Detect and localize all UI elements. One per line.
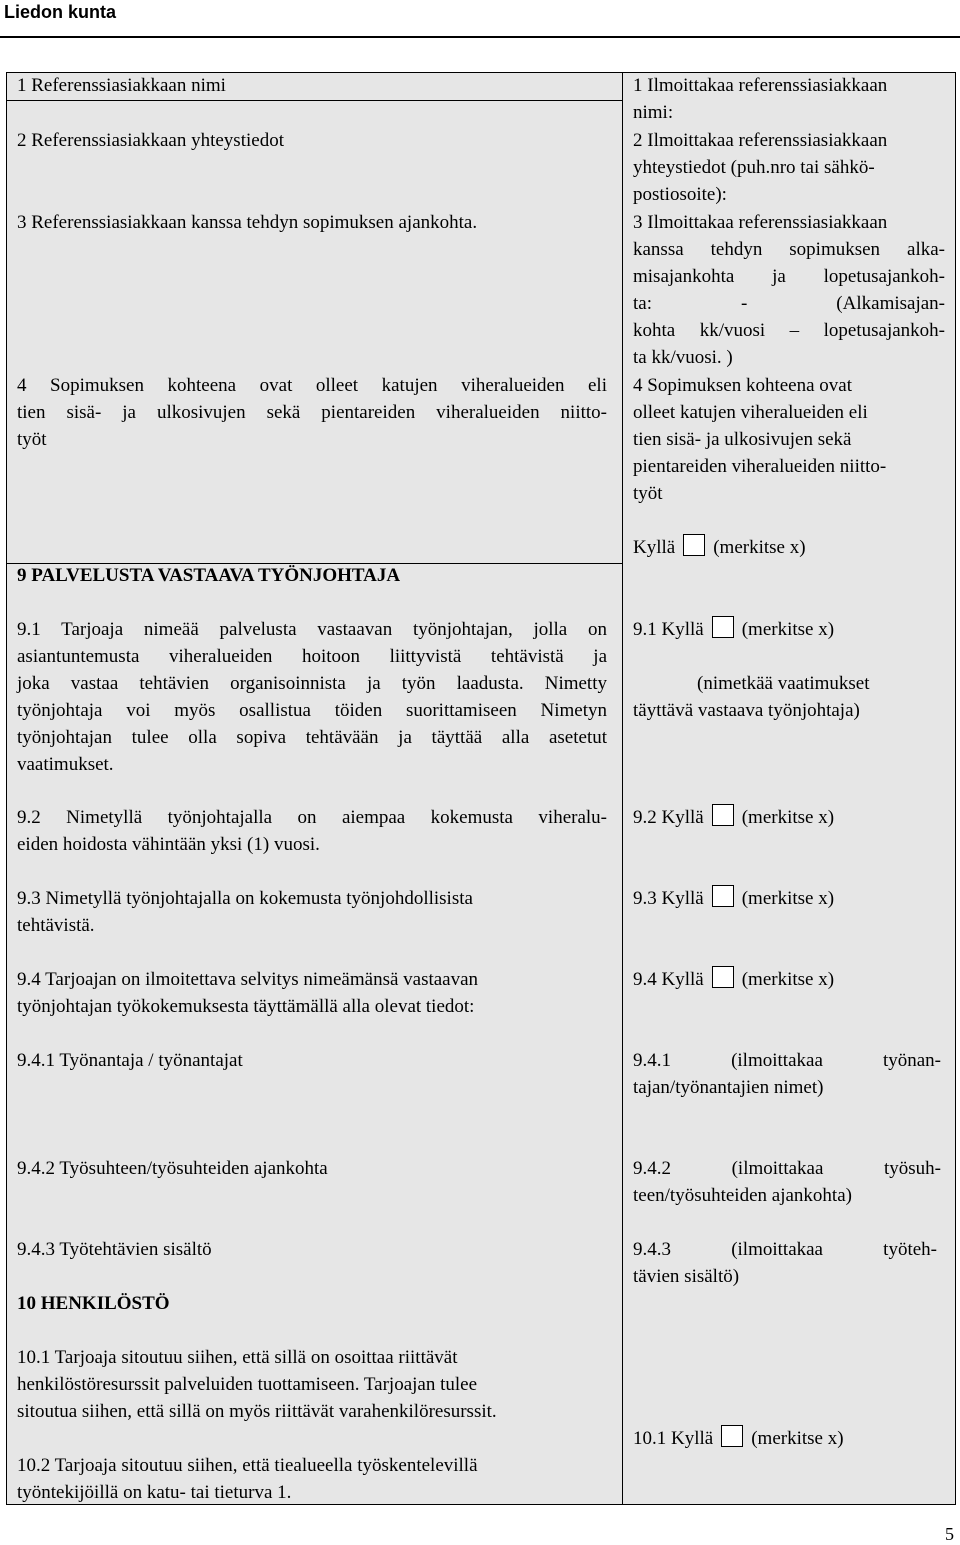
ref-contact-prompt-1: 2 Ilmoittakaa referenssiasiakkaan [633, 130, 888, 151]
ref-name-prompt-1: 1 Ilmoittakaa referenssiasiakkaan [633, 75, 888, 96]
ref-scope-prompt-4: pientareiden viheralueiden niitto- [633, 456, 887, 477]
s91-yes-label: 9.1 Kyllä [633, 619, 704, 640]
s91-line-1: 9.1 Tarjoaja nimeää palvelusta vastaavan työnjohtajan, jolla on [17, 619, 607, 640]
mark-x-hint: (merkitse x) [713, 537, 806, 558]
header-rule [0, 36, 960, 38]
ref-date-prompt-6: ta kk/vuosi. ) [633, 347, 733, 368]
s93-checkbox[interactable] [712, 885, 734, 907]
ref-date-prompt-1: 3 Ilmoittakaa referenssiasiakkaan [633, 212, 888, 233]
row-divider-1 [6, 100, 623, 101]
s102-line-2: työntekijöillä on katu- tai tieturva 1. [17, 1482, 292, 1503]
ref-scope-answer [633, 534, 806, 561]
ref-date-prompt-3: misajankohta ja lopetusajankoh- [633, 266, 945, 287]
s91-note-2: täyttävä vastaava työnjohtaja) [633, 700, 860, 721]
document-header [0, 0, 960, 36]
ref-name-prompt-2: nimi: [633, 102, 674, 123]
s942-label: 9.4.2 Työsuhteen/työsuhteiden ajankohta [17, 1158, 328, 1179]
yes-label: Kyllä [633, 537, 676, 558]
s91-line-6: vaatimukset. [17, 754, 114, 775]
s93-answer [633, 885, 834, 912]
s943-label: 9.4.3 Työtehtävien sisältö [17, 1239, 212, 1260]
s101-line-3: sitoutua siihen, että sillä on myös riittävät varahenkilöresurssit. [17, 1401, 497, 1422]
ref-scope-prompt-3: tien sisä- ja ulkosivujen sekä [633, 429, 852, 450]
s92-line-2: eiden hoidosta vähintään yksi (1) vuosi. [17, 834, 320, 855]
s941-label: 9.4.1 Työnantaja / työnantajat [17, 1050, 243, 1071]
s101-line-1: 10.1 Tarjoaja sitoutuu siihen, että sillä on osoittaa riittävät [17, 1347, 458, 1368]
ref-scope-prompt-2: olleet katujen viheralueiden eli [633, 402, 868, 423]
s941-prompt-2: tajan/työnantajien nimet) [633, 1077, 824, 1098]
ref-contact-prompt-2: yhteystiedot (puh.nro tai sähkö- [633, 157, 875, 178]
mark-x-hint: (merkitse x) [741, 807, 835, 828]
s92-answer [633, 804, 834, 831]
ref-scope-prompt-5: työt [633, 483, 663, 504]
s93-yes-label: 9.3 Kyllä [633, 888, 704, 909]
s101-answer [633, 1425, 844, 1452]
s93-line-2: tehtävistä. [17, 915, 95, 936]
ref-scope-checkbox[interactable] [683, 534, 705, 556]
s942-prompt-1: 9.4.2 (ilmoittakaa työsuh- [633, 1158, 941, 1179]
s91-note-1: (nimetkää vaatimukset [697, 673, 870, 694]
s92-checkbox[interactable] [712, 804, 734, 826]
ref-scope-line-2: tien sisä- ja ulkosivujen sekä pientareiden viheralueiden niitto- [17, 402, 607, 423]
s91-line-5: työnjohtajan tulee olla sopiva tehtävään ja täyttää alla asetetut [17, 727, 607, 748]
s942-prompt-2: teen/työsuhteiden ajankohta) [633, 1185, 852, 1206]
s94-answer [633, 966, 834, 993]
ref-scope-line-3: työt [17, 429, 47, 450]
ref-name-label: 1 Referenssiasiakkaan nimi [17, 75, 226, 96]
section-9-title: 9 PALVELUSTA VASTAAVA TYÖNJOHTAJA [17, 565, 401, 586]
s92-line-1: 9.2 Nimetyllä työnjohtajalla on aiempaa kokemusta viheralu- [17, 807, 607, 828]
s102-line-1: 10.2 Tarjoaja sitoutuu siihen, että tiealueella työskentelevillä [17, 1455, 478, 1476]
s94-checkbox[interactable] [712, 966, 734, 988]
ref-scope-line-1: 4 Sopimuksen kohteena ovat olleet katujen viheralueiden eli [17, 375, 607, 396]
mark-x-hint: (merkitse x) [751, 1428, 844, 1449]
ref-date-prompt-4: ta: - (Alkamisajan- [633, 293, 945, 314]
s101-yes-label: 10.1 Kyllä [633, 1428, 714, 1449]
s94-line-1: 9.4 Tarjoajan on ilmoitettava selvitys nimeämänsä vastaavan [17, 969, 479, 990]
s941-prompt-1: 9.4.1 (ilmoittakaa työnan- [633, 1050, 941, 1071]
ref-contract-date-label: 3 Referenssiasiakkaan kanssa tehdyn sopimuksen ajankohta. [17, 212, 478, 233]
s92-yes-label: 9.2 Kyllä [633, 807, 704, 828]
s101-line-2: henkilöstöresurssit palveluiden tuottamiseen. Tarjoajan tulee [17, 1374, 478, 1395]
s94-line-2: työnjohtajan työkokemuksesta täyttämällä alla olevat tiedot: [17, 996, 475, 1017]
s91-line-2: asiantuntemusta viheralueiden hoitoon liittyvistä tehtävistä ja [17, 646, 607, 667]
mark-x-hint: (merkitse x) [741, 969, 835, 990]
ref-contact-prompt-3: postiosoite): [633, 184, 727, 205]
ref-contact-label: 2 Referenssiasiakkaan yhteystiedot [17, 130, 284, 151]
column-divider [622, 72, 623, 1505]
municipality-title: Liedon kunta [4, 2, 116, 22]
s94-yes-label: 9.4 Kyllä [633, 969, 704, 990]
ref-date-prompt-5: kohta kk/vuosi – lopetusajankoh- [633, 320, 945, 341]
s93-line-1: 9.3 Nimetyllä työnjohtajalla on kokemusta työnjohdollisista [17, 888, 473, 909]
mark-x-hint: (merkitse x) [741, 619, 835, 640]
s91-checkbox[interactable] [712, 616, 734, 638]
s91-line-4: työnjohtaja voi myös osallistua töiden suorittamiseen Nimetyn [17, 700, 607, 721]
ref-scope-prompt-1: 4 Sopimuksen kohteena ovat [633, 375, 852, 396]
ref-date-prompt-2: kanssa tehdyn sopimuksen alka- [633, 239, 945, 260]
s91-answer [633, 616, 834, 643]
s943-prompt-1: 9.4.3 (ilmoittakaa työteh- [633, 1239, 937, 1260]
s101-checkbox[interactable] [721, 1425, 743, 1447]
s91-line-3: joka vastaa tehtävien organisoinnista ja työn laadusta. Nimetty [17, 673, 607, 694]
section-10-title: 10 HENKILÖSTÖ [17, 1293, 170, 1314]
mark-x-hint: (merkitse x) [741, 888, 835, 909]
page-number: 5 [945, 1524, 954, 1544]
s943-prompt-2: tävien sisältö) [633, 1266, 740, 1287]
